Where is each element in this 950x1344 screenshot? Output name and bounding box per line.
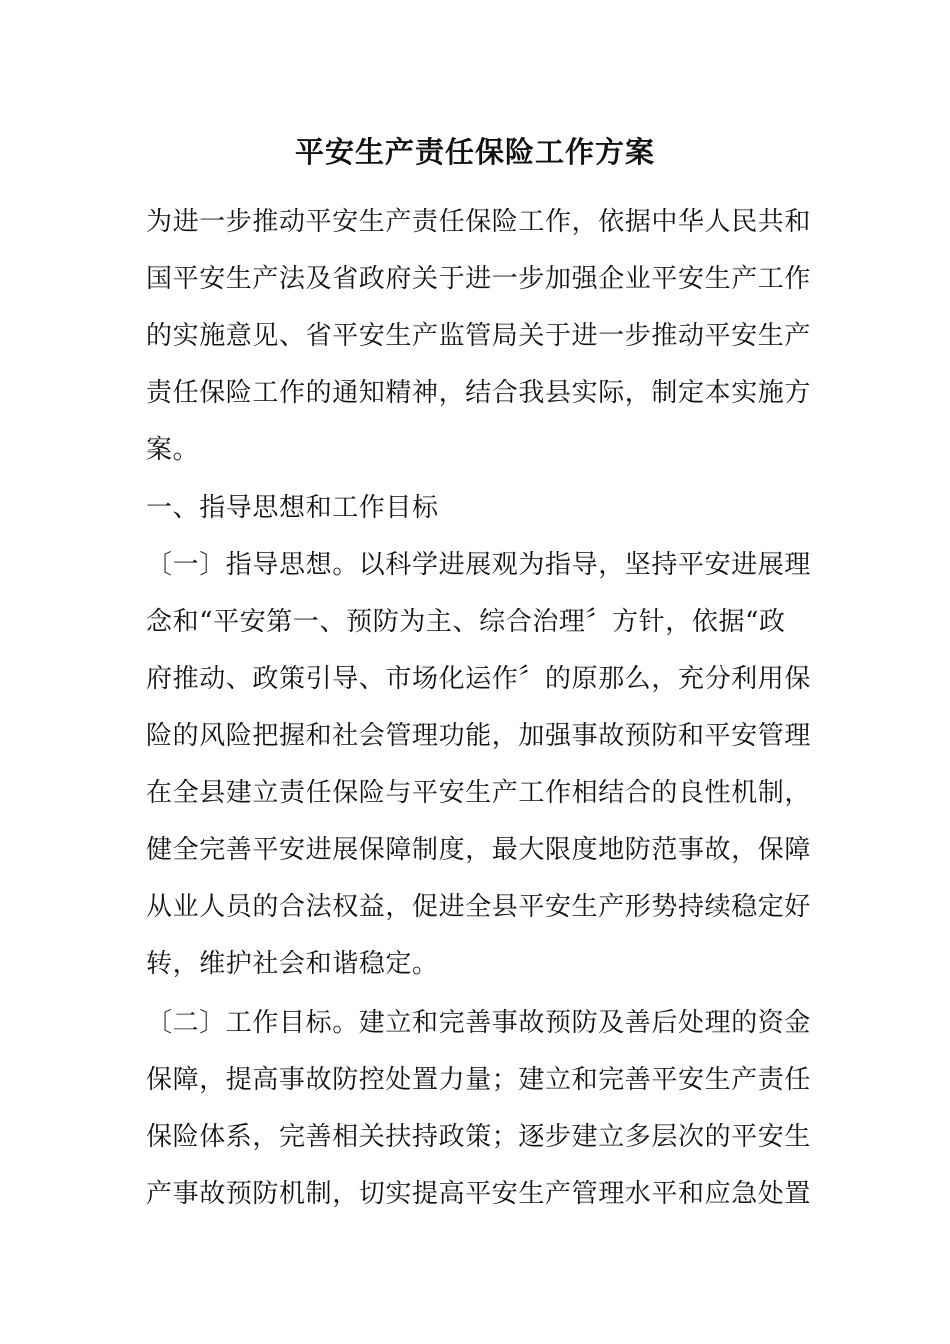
text-line: 为进一步推动平安生产责任保险工作，依据中华人民共和 (146, 207, 812, 237)
text-line: 府推动、政策引导、市场化运作〞的原那么，充分利用保 (146, 664, 812, 694)
text-line: 从业人员的合法权益，促进全县平安生产形势持续稳定好 (146, 892, 812, 922)
text-line: 转，维护社会和谐稳定。 (146, 949, 439, 979)
text-line: 〔二〕工作目标。建立和完善事故预防及善后处理的资金 (146, 1008, 812, 1038)
text-line: 〔一〕指导思想。以科学进展观为指导，坚持平安进展理 (146, 550, 812, 580)
text-line: 责任保险工作的通知精神，结合我县实际，制定本实施方 (146, 378, 812, 408)
text-line: 健全完善平安进展保障制度，最大限度地防范事故，保障 (146, 835, 812, 865)
document-title: 平安生产责任保险工作方案 (294, 135, 655, 169)
text-line: 的实施意见、省平安生产监管局关于进一步推动平安生产 (146, 321, 812, 351)
text-line: 产事故预防机制，切实提高平安生产管理水平和应急处置 (146, 1179, 812, 1209)
text-line: 案。 (146, 435, 200, 465)
text-line: 保险体系，完善相关扶持政策；逐步建立多层次的平安生 (146, 1122, 812, 1152)
text-line: 保障，提高事故防控处置力量；建立和完善平安生产责任 (146, 1065, 812, 1095)
section-heading: 一、指导思想和工作目标 (146, 493, 439, 523)
text-line: 念和“平安第一、预防为主、综合治理〞方针，依据“政 (146, 607, 786, 637)
text-line: 在全县建立责任保险与平安生产工作相结合的良性机制， (146, 778, 812, 808)
text-line: 国平安生产法及省政府关于进一步加强企业平安生产工作 (146, 264, 812, 294)
text-line: 险的风险把握和社会管理功能，加强事故预防和平安管理 (146, 721, 812, 751)
